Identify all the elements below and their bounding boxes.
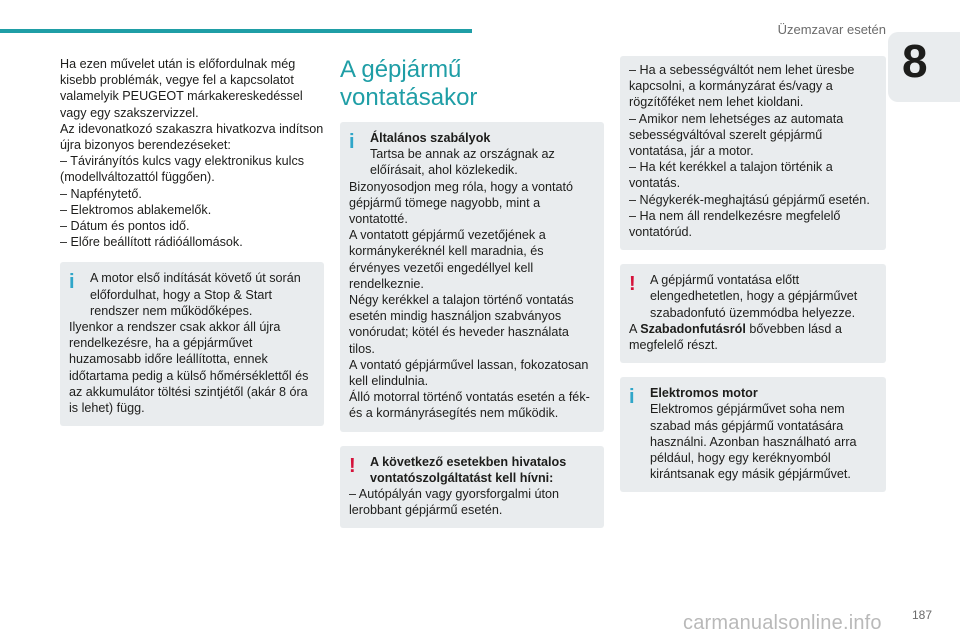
info-icon: i [69, 271, 75, 294]
chapter-title: Üzemzavar esetén [777, 22, 886, 37]
list-item: – Ha a sebességváltót nem lehet üresbe kapcsolni, a kormányzárat és/vagy a rögzítőféket nem lehet kioldani. [629, 63, 855, 110]
column-3 [620, 56, 886, 492]
list-item: – Napfénytető. [60, 186, 142, 201]
list-item: – Négykerék-meghajtású gépjármű esetén. [629, 192, 870, 207]
box-text: Elektromos gépjárművet soha nem szabad más gépjármű vontatására használni. Azonban használható arra például, hogy egy keréknyomból kirántsanak egy másik gépjárművet. [650, 402, 857, 482]
info-text: A motor első indítását követő út során előfordulhat, hogy a Stop & Start rendszer nem működőképes. [90, 271, 301, 318]
box-title: Elektromos motor [650, 386, 758, 401]
box-text: A gépjármű vontatása előtt elengedhetetlen, hogy a gépjárművet szabadonfutó üzemmódba helyezze. [650, 273, 858, 320]
reinit-paragraph: Az idevonatkozó szakaszra hivatkozva indítson újra bizonyos berendezéseket: [60, 121, 324, 153]
text-span: bővebben lásd a megfelelő részt. [629, 321, 842, 353]
info-icon: i [349, 131, 355, 153]
page-number: 187 [911, 608, 932, 622]
box-text: Négy kerékkel a talajon történő vontatás esetén mindig használjon szabványos vonórudat; kötél és heveder használata tilos. [349, 293, 574, 356]
towing-service-warning-box [340, 446, 604, 529]
box-text: Tartsa be annak az országnak az előírásait, ahol közlekedik. [370, 147, 555, 178]
freewheel-link-text: Szabadonfutásról [640, 321, 746, 336]
chapter-number: 8 [902, 35, 928, 87]
watermark: carmanualsonline.info [683, 612, 882, 634]
box-text: Bizonyosodjon meg róla, hogy a vontató gépjármű tömege nagyobb, mint a vontatotté. [349, 179, 574, 227]
box-title: A következő esetekben hivatalos vontatószolgáltatást kell hívni: [370, 454, 567, 485]
box-text: A vontatott gépjármű vezetőjének a kormánykeréknél kell maradnia, és érvényes vezetői engedéllyel kell rendelkeznie. [349, 228, 546, 291]
text-span: A [629, 321, 641, 336]
list-item: – Előre beállított rádióállomások. [60, 235, 243, 250]
list-item: – Dátum és pontos idő. [60, 219, 190, 234]
list-item: – Ha nem áll rendelkezésre megfelelő vontatórúd. [629, 208, 841, 240]
list-item: – Távirányítós kulcs vagy elektronikus kulcs (modellváltozattól függően). [60, 154, 305, 185]
column-2 [340, 56, 604, 528]
warning-icon: ! [629, 273, 636, 296]
box-text [629, 321, 878, 353]
intro-paragraph: Ha ezen művelet után is előfordulnak még kisebb problémák, vegye fel a kapcsolatot valamelyik PEUGEOT márkakereskedéssel vagy egy szakszervizzel. [60, 57, 303, 120]
section-heading: A gépjármű vontatásakor [340, 56, 478, 111]
stop-start-info-box [60, 262, 324, 426]
reinit-list [60, 153, 324, 250]
column-1 [60, 56, 324, 426]
towing-cases-list-box [620, 56, 886, 250]
list-item: – Ha két kerékkel a talajon történik a vontatás. [629, 160, 833, 191]
box-text: – Autópályán vagy gyorsforgalmi úton lerobbant gépjármű esetén. [349, 487, 560, 518]
electric-motor-info-box [620, 377, 886, 492]
list-item: – Elektromos ablakemelők. [60, 202, 212, 217]
general-rules-box [340, 122, 604, 432]
info-icon: i [629, 386, 635, 409]
box-title: Általános szabályok [370, 131, 491, 145]
info-text: Ilyenkor a rendszer csak akkor áll újra rendelkezésre, ha a gépjárművet huzamosabb időre leállította, ennek időtartama pedig a külső hőmérséklettől és az akkumulátor töltési szintjétől (akár 8 óra is lehet) függ. [69, 320, 309, 416]
list-item: – Amikor nem lehetséges az automata sebességváltóval szerelt gépjármű vontatása, jár a motor. [629, 111, 844, 159]
box-text: A vontató gépjárművel lassan, fokozatosan kell elindulnia. [349, 357, 589, 389]
warning-icon: ! [349, 454, 356, 477]
freewheel-warning-box [620, 264, 886, 363]
box-text: Álló motorral történő vontatás esetén a fék- és a kormányrásegítés nem működik. [349, 390, 590, 421]
header-accent-bar [0, 29, 472, 33]
